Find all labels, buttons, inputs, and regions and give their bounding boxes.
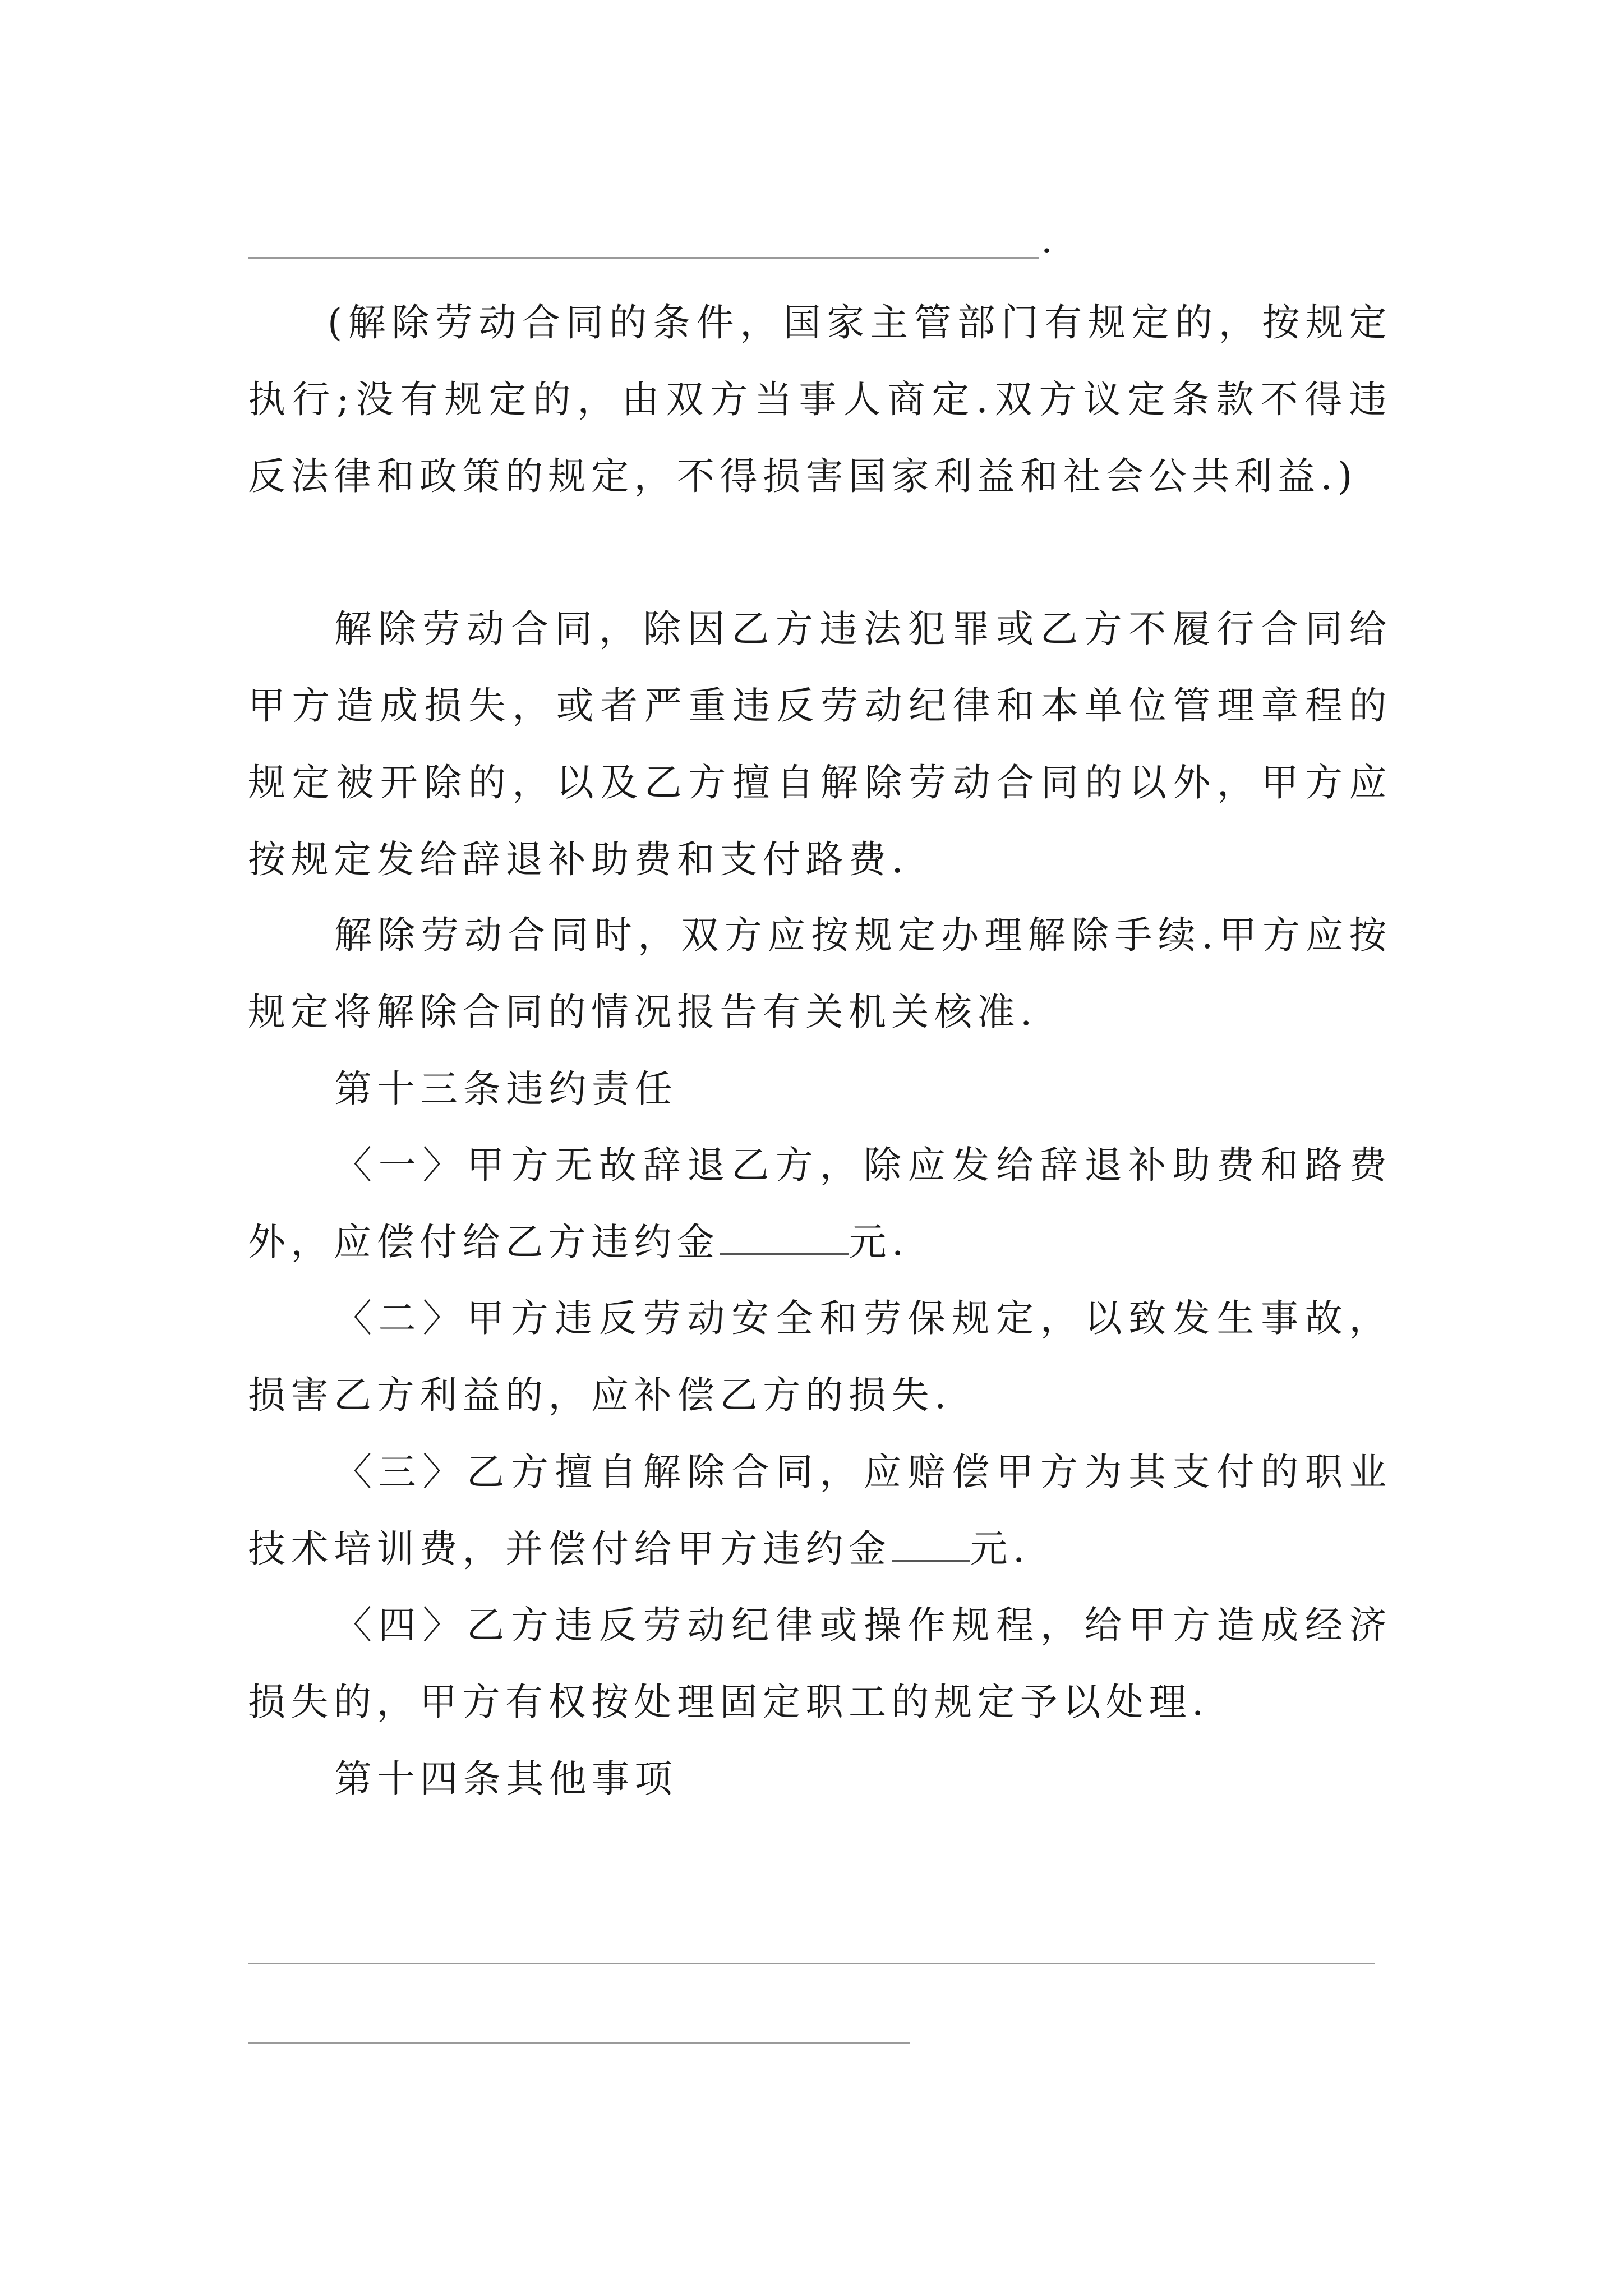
clause-3-text: 〈三〉乙方擅自解除合同，应赔偿甲方为其支付的职业技术培训费，并偿付给甲方违约金 [248, 1450, 1392, 1571]
clause-1-unit: 元. [849, 1220, 909, 1264]
clause-4: 〈四〉乙方违反劳动纪律或操作规程，给甲方造成经济损失的，甲方有权按处理固定职工的规定予以处理. [248, 1603, 1392, 1724]
line-period: . [1041, 218, 1053, 261]
paragraph-termination-conditions: (解除劳动合同的条件，国家主管部门有规定的，按规定执行;没有规定的，由双方当事人商定.双方议定条款不得违反法律和政策的规定，不得损害国家利益和社会公共利益.) [248, 301, 1392, 498]
fill-in-line-1 [248, 1963, 1375, 1964]
clause-3-unit: 元. [970, 1527, 1030, 1571]
article-13-heading: 第十三条违约责任 [334, 1067, 677, 1111]
fill-in-line-2 [248, 2042, 910, 2044]
clause-3 [248, 1434, 1392, 1588]
fill-in-line-top [248, 218, 1053, 266]
paragraph-termination-procedure: 解除劳动合同时，双方应按规定办理解除手续.甲方应按规定将解除合同的情况报告有关机关核准. [248, 913, 1392, 1034]
article-14-heading: 第十四条其他事项 [334, 1757, 677, 1801]
paragraph-termination-compensation: 解除劳动合同，除因乙方违法犯罪或乙方不履行合同给甲方造成损失，或者严重违反劳动纪律和本单位管理章程的规定被开除的，以及乙方擅自解除劳动合同的以外，甲方应按规定发给辞退补助费和支付路费. [248, 607, 1392, 881]
penalty-amount-blank-2 [892, 1527, 970, 1562]
clause-1-text: 〈一〉甲方无故辞退乙方，除应发给辞退补助费和路费外，应偿付给乙方违约金 [248, 1143, 1392, 1264]
blank-underline [248, 257, 1039, 259]
clause-1 [248, 1127, 1392, 1281]
penalty-amount-blank-1 [720, 1221, 849, 1255]
clause-2: 〈二〉甲方违反劳动安全和劳保规定，以致发生事故，损害乙方利益的，应补偿乙方的损失. [248, 1296, 1392, 1417]
